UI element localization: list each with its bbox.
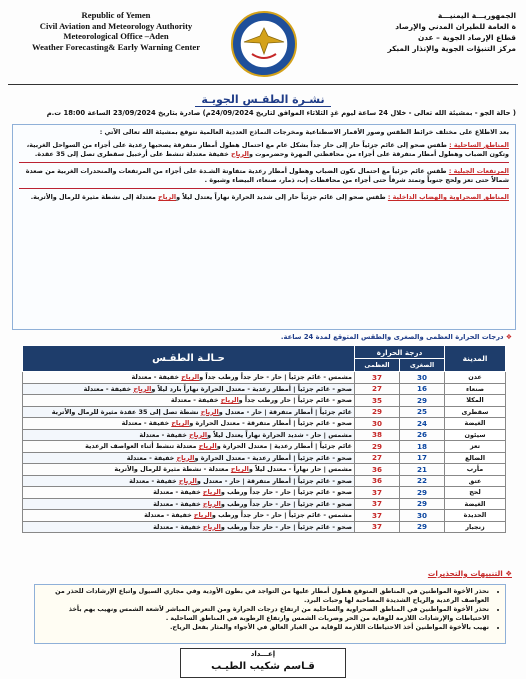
city-cell: لحج (445, 487, 506, 499)
condition-cell (23, 372, 355, 384)
condition-cell (23, 498, 355, 510)
condition-cell (23, 487, 355, 499)
condition-cell (23, 475, 355, 487)
wind-word: الرياح (202, 522, 221, 531)
en-line-2: Civil Aviation and Meteorology Authority (39, 20, 193, 31)
wind-word: الرياح (202, 488, 221, 497)
warning-item: • نحذر الأخوة المواطنين في المناطق المتوقع هطول أمطار عليها من التواجد في بطون الأودية وفي مجاري السيول واتباع الإرشادات للحذر من العواصف الرعدية والرياح الشديدة المصاحبة لها وحبات البرد. (41, 588, 489, 605)
ar-line-3: قطاع الإرصاد الجوية – عدن (417, 33, 516, 42)
table-row (23, 418, 506, 430)
prepared-by-name: قـاسم شكيب الطيـب (211, 661, 315, 672)
wind-word: الرياح (200, 407, 219, 416)
header-divider (8, 84, 518, 85)
region-name: المرتفعات الجبلية : (448, 167, 509, 176)
condition-text-tail: معتدلة تنشط أثناء العواصف الرعدية (85, 442, 199, 451)
table-row (23, 487, 506, 499)
condition-cell (23, 441, 355, 453)
max-temp-cell: 37 (355, 510, 400, 522)
bulletin-title (0, 93, 526, 106)
divider (19, 188, 509, 189)
wind-word: الرياح (193, 511, 212, 520)
min-temp-cell: 29 (400, 521, 445, 533)
condition-cell (23, 452, 355, 464)
wind-word: الرياح (220, 396, 239, 405)
city-cell: زنجبار (445, 521, 506, 533)
city-cell: تعز (445, 441, 506, 453)
condition-cell (23, 521, 355, 533)
wind-word: الرياح (171, 419, 190, 428)
col-temp-header: درجة الحرارة (355, 346, 445, 359)
min-temp-cell: 29 (400, 487, 445, 499)
max-temp-cell: 27 (355, 452, 400, 464)
wind-word: الرياح (230, 465, 249, 474)
min-temp-cell: 18 (400, 441, 445, 453)
region-name: المناطق الساحلية : (449, 141, 509, 149)
table-row (23, 383, 506, 395)
condition-text-tail: خفيفة - معتدلة (129, 476, 179, 485)
region-text: طقس صحو إلى غائم جزئياً حار إلى حار جداً بشكل عام مع احتمال هطول أمطار متفرقة يصحبها رعدية على أجزاء من السواحل الغربية، وتكون الضباب وهطول أمطار متفرقة على أجزاء من محافظتي المهرة وحضرموت و (26, 141, 509, 158)
wind-word: الرياح (176, 453, 195, 462)
ar-line-4: مركز التنبؤات الجوية والإنذار المبكر (387, 44, 516, 53)
condition-text-tail: خفيفة - معتدلة (153, 488, 203, 497)
condition-text: صحو - غائم جزئياً | حار - حار جداً ورطب و (220, 499, 352, 508)
max-temp-cell: 29 (355, 406, 400, 418)
prepared-by-label: إعـــداد (250, 650, 276, 658)
max-temp-cell: 30 (355, 418, 400, 430)
condition-text: صحو - غائم جزئياً | حار - حار جداً ورطب و (220, 522, 352, 531)
condition-text-tail: معتدلة - نشطة مثيرة للرمال والأتربة (114, 465, 231, 474)
condition-text: صحو - غائم جزئياً | حار ورطب جداً و (238, 396, 352, 405)
warning-item: • نحذر الأخوة المواطنين في المناطق الصحراوية والساحلية من ارتفاع درجات الحرارة ومن التعرض المباشر لأشعة الشمس ونهيب بهم بأخذ الاحتياطات والإرشادات اللازمة للوقاية من الحر وضربات الشمس وارتفاع الرطوبة في المناطق الساحلية . (41, 606, 489, 623)
table-row (23, 464, 506, 476)
max-temp-cell: 37 (355, 372, 400, 384)
table-row (23, 429, 506, 441)
warnings-title-text: التنبيهات والتحذيرات (427, 569, 503, 578)
condition-cell (23, 464, 355, 476)
condition-text-tail: خفيفة - معتدلة (153, 499, 203, 508)
warning-item: • نهيب بالأخوة المواطنين أخذ الاحتياطات اللازمة للوقاية من الغبار العالق في الأجواء والمثار بفعل الرياح. (41, 624, 489, 633)
max-temp-cell: 38 (355, 429, 400, 441)
min-temp-cell: 16 (400, 383, 445, 395)
condition-cell (23, 510, 355, 522)
wind-word: الرياح (158, 193, 177, 202)
max-temp-cell: 29 (355, 441, 400, 453)
condition-text-tail: خفيفة - معتدلة (131, 373, 182, 382)
condition-text-tail: خفيفة - معتدلة (126, 453, 177, 462)
table-row (23, 406, 506, 418)
max-temp-cell: 37 (355, 487, 400, 499)
condition-cell (23, 406, 355, 418)
condition-cell (23, 383, 355, 395)
condition-text: مشمس | حار - شديد الحرارة نهاراً يعتدل ليلاً و (207, 430, 352, 439)
condition-text-tail: خفيفة - معتدلة (121, 419, 172, 428)
min-temp-cell: 30 (400, 372, 445, 384)
wind-word: الرياح (230, 149, 249, 158)
wind-word: الرياح (189, 430, 208, 439)
forecast-table (22, 345, 506, 533)
max-temp-cell: 36 (355, 464, 400, 476)
condition-text-tail: خفيفة - معتدلة (83, 384, 134, 393)
region-desert (19, 193, 509, 202)
city-cell: عتق (445, 475, 506, 487)
en-line-1: Republic of Yemen (81, 10, 151, 20)
condition-text: صحو - غائم جزئياً | أمطار متفرقة | حار - معتدل و (196, 476, 352, 485)
condition-cell (23, 418, 355, 430)
min-temp-cell: 29 (400, 395, 445, 407)
city-cell: الغيضة (445, 498, 506, 510)
min-temp-cell: 26 (400, 429, 445, 441)
condition-text: صحو - غائم جزئياً | أمطار متفرقة - معتدل الحرارة و (189, 419, 352, 428)
ar-line-1: الجمهوريـــة اليمنيـــة (437, 11, 516, 20)
max-temp-cell: 37 (355, 521, 400, 533)
condition-text: مشمس - غائم جزئياً | حار - حار جداً ورطب و (211, 511, 352, 520)
condition-text: صحو - غائم جزئياً | حار - حار جداً ورطب و (220, 488, 352, 497)
condition-text: غائم جزئياً | أمطار متفرقة | حار - معتدل و (218, 407, 352, 416)
region-text-tail: معتدلة إلى نشطة مثيرة للرمال والأتربة. (30, 193, 159, 202)
condition-text-tail: خفيفة - معتدلة (144, 511, 194, 520)
city-cell: سيئون (445, 429, 506, 441)
divider (19, 162, 509, 163)
table-subheading (281, 333, 512, 341)
region-highlands (19, 167, 509, 184)
max-temp-cell: 27 (355, 383, 400, 395)
region-coastal (19, 141, 509, 158)
city-cell: المكلا (445, 395, 506, 407)
condition-text: صحو - غائم جزئياً | أمطار رعدية - معتدل الحرارة نهاراً بارد ليلاً و (151, 384, 352, 393)
condition-text-tail: نشطة تصل إلى 35 عقدة مثيرة للرمال والأتربة (51, 407, 201, 416)
authority-logo (230, 10, 298, 78)
prepared-by-box (180, 648, 346, 678)
table-row (23, 441, 506, 453)
bulletin-title-text: نشـرة الطقـس الجويـة (195, 93, 330, 107)
city-cell: صنعاء (445, 383, 506, 395)
wind-word: الرياح (133, 384, 152, 393)
min-temp-cell: 17 (400, 452, 445, 464)
warnings-box (34, 584, 506, 644)
condition-text: غائم جزئياً | أمطار رعدية | معتدل الحرارة و (216, 442, 352, 451)
issue-line: ( حالة الجو - بمشيئة الله تعالى - خلال 24 ساعة ليوم غدٍ الثلاثاء الموافق لتاريخ 24/09/2024م) صادرة بتاريخ 23/09/2024 الساعة 18:00 ت.م (46, 109, 516, 117)
region-text: طقس غائم جزئياً مع احتمال تكون الضباب وهطول أمطار رعدية متفاوتة الشـدة على أجزاء من المرتفعات والمنحدرات الغربية من صعدة شمالاً حتى تعز ولحج جنوباً وتمتد شرقاً حتى أجزاء من محافظات إب، ذمار، صنعاء، البيضاء وشبوة . (25, 167, 509, 184)
city-cell: الغيضة (445, 418, 506, 430)
city-cell: الضالع (445, 452, 506, 464)
table-row (23, 372, 506, 384)
condition-cell (23, 429, 355, 441)
wind-word: الرياح (198, 442, 217, 451)
min-temp-cell: 21 (400, 464, 445, 476)
table-row (23, 475, 506, 487)
city-cell: عدن (445, 372, 506, 384)
bullet-icon: ❖ (503, 333, 512, 341)
max-temp-cell: 36 (355, 475, 400, 487)
condition-cell (23, 395, 355, 407)
min-temp-cell: 30 (400, 510, 445, 522)
header-arabic (316, 10, 516, 54)
condition-text-tail: خفيفة - معتدلة (170, 396, 221, 405)
table-row (23, 452, 506, 464)
condition-text-tail: خفيفة - معتدلة (153, 522, 203, 531)
wind-word: الرياح (181, 373, 200, 382)
region-text-tail: خفيفة معتدلة تنشط على أرخبيل سقطرى تصل إلى 35 عقدة. (34, 149, 231, 158)
condition-text: صحو - غائم جزئياً | أمطار رعدية - معتدل الحرارة و (194, 453, 352, 462)
city-cell: سقطرى (445, 406, 506, 418)
table-row (23, 510, 506, 522)
city-cell: مأرب (445, 464, 506, 476)
col-min-header: الصغرى (400, 359, 445, 372)
forecast-table-body (23, 372, 506, 533)
condition-text: مشمس | حار نهاراً - معتدل ليلاً و (248, 465, 352, 474)
en-line-4: Weather Forecasting& Early Warning Center (31, 41, 201, 52)
warnings-title (428, 569, 512, 578)
max-temp-cell: 37 (355, 498, 400, 510)
forecast-box (12, 124, 516, 330)
max-temp-cell: 35 (355, 395, 400, 407)
region-name: المناطق الصحراوية والهضاب الداخلية : (387, 193, 509, 202)
wind-word: الرياح (178, 476, 197, 485)
warnings-list (41, 588, 499, 633)
city-cell: الحديدة (445, 510, 506, 522)
condition-text-tail: خفيفة - معتدلة (139, 430, 190, 439)
region-text: طقس صحو إلى غائم جزئياً حار إلى شديد الحرارة نهاراً يعتدل ليلاً و (176, 193, 386, 202)
col-city-header: المدينة (445, 346, 506, 372)
min-temp-cell: 29 (400, 498, 445, 510)
forecast-intro: بعد الاطلاع على مختلف خرائط الطقس وصور الأقمار الاصطناعية ومخرجات النماذج العددية العالمية نتوقع بمشيئة الله تعالى الآتي : (99, 128, 509, 136)
min-temp-cell: 25 (400, 406, 445, 418)
wind-word: الرياح (202, 499, 221, 508)
en-line-3: Meteorological Office –Aden (63, 31, 169, 41)
bullet-icon: ❖ (502, 569, 512, 578)
table-row (23, 521, 506, 533)
table-row (23, 395, 506, 407)
header-english (6, 10, 226, 52)
min-temp-cell: 24 (400, 418, 445, 430)
condition-text: مشمس - غائم جزئياً | حار - حار جداً ورطب جداً و (199, 373, 352, 382)
col-cond-header: حـالـة الطقـس (23, 346, 355, 372)
col-max-header: العظمى (355, 359, 400, 372)
table-row (23, 498, 506, 510)
table-subheading-text: درجات الحرارة العظمى والصغرى والطقس المتوقع لمدة 24 ساعة. (280, 333, 504, 341)
ar-line-2: ة العامة للطيران المدني والإرصاد (395, 22, 516, 31)
min-temp-cell: 22 (400, 475, 445, 487)
